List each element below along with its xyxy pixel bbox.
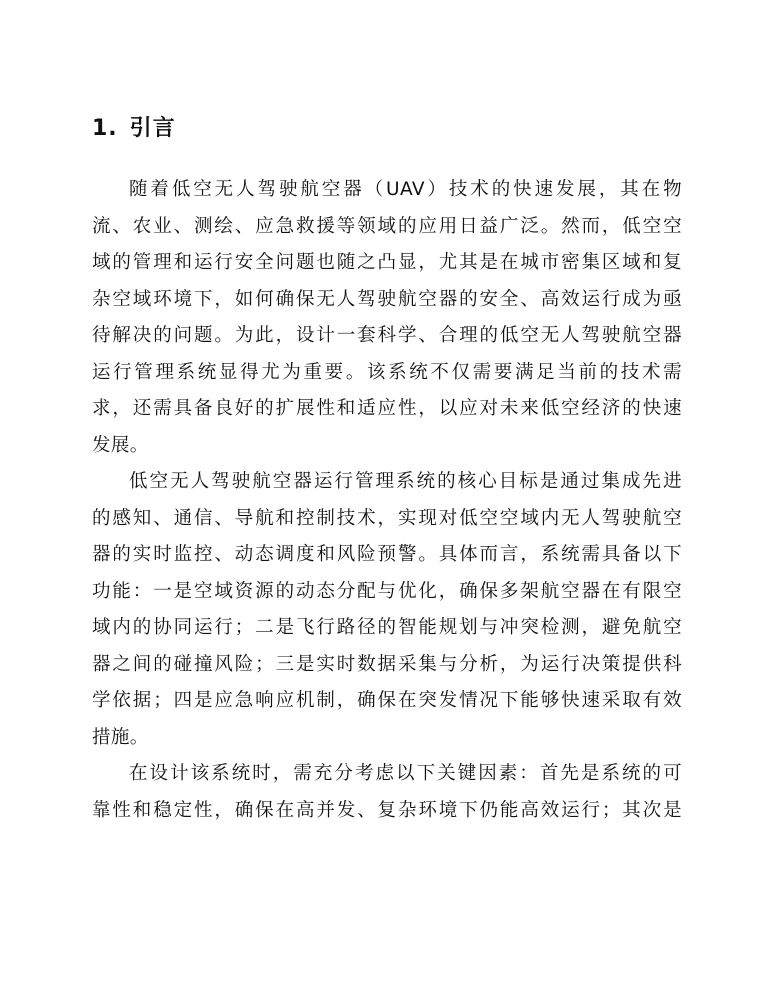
- body-text: [92, 172, 682, 829]
- text-line: 措施。: [92, 726, 149, 748]
- text-line: 运行管理系统显得尤为重要。该系统不仅需要满足当前的技术需: [92, 361, 682, 383]
- text-line: 低空无人驾驶航空器运行管理系统的核心目标是通过集成先进: [129, 471, 682, 492]
- text-line: 在设计该系统时，需充分考虑以下关键因素：首先是系统的可: [129, 763, 682, 784]
- text-line: 域的管理和运行安全问题也随之凸显，尤其是在城市密集区域和复: [92, 252, 682, 273]
- paragraph-1: [92, 172, 682, 464]
- text-line: 学依据；四是应急响应机制，确保在突发情况下能够快速采取有效: [92, 690, 682, 711]
- text-line: 随着低空无人驾驶航空器（UAV）技术的快速发展，其在物: [129, 179, 682, 200]
- section-number: 1.: [92, 116, 118, 141]
- paragraph-2: [92, 464, 682, 756]
- text-line: 流、农业、测绘、应急救援等领域的应用日益广泛。然而，低空空: [92, 215, 682, 237]
- text-line: 的感知、通信、导航和控制技术，实现对低空空域内无人驾驶航空: [92, 507, 682, 529]
- text-line: 求，还需具备良好的扩展性和适应性，以应对未来低空经济的快速: [92, 398, 682, 419]
- text-line: 待解决的问题。为此，设计一套科学、合理的低空无人驾驶航空器: [92, 325, 682, 346]
- section-title: 引言: [129, 116, 176, 141]
- text-line: 杂空域环境下，如何确保无人驾驶航空器的安全、高效运行成为亟: [92, 288, 682, 310]
- text-line: 器的实时监控、动态调度和风险预警。具体而言，系统需具备以下: [92, 544, 682, 565]
- text-line: 域内的协同运行；二是飞行路径的智能规划与冲突检测，避免航空: [92, 617, 682, 638]
- section-heading: [92, 114, 176, 144]
- paragraph-3: [92, 756, 682, 829]
- text-line: 器之间的碰撞风险；三是实时数据采集与分析，为运行决策提供科: [92, 653, 682, 675]
- text-line: 靠性和稳定性，确保在高并发、复杂环境下仍能高效运行；其次是: [92, 799, 682, 821]
- text-line: 发展。: [92, 434, 149, 456]
- text-line: 功能：一是空域资源的动态分配与优化，确保多架航空器在有限空: [92, 580, 682, 602]
